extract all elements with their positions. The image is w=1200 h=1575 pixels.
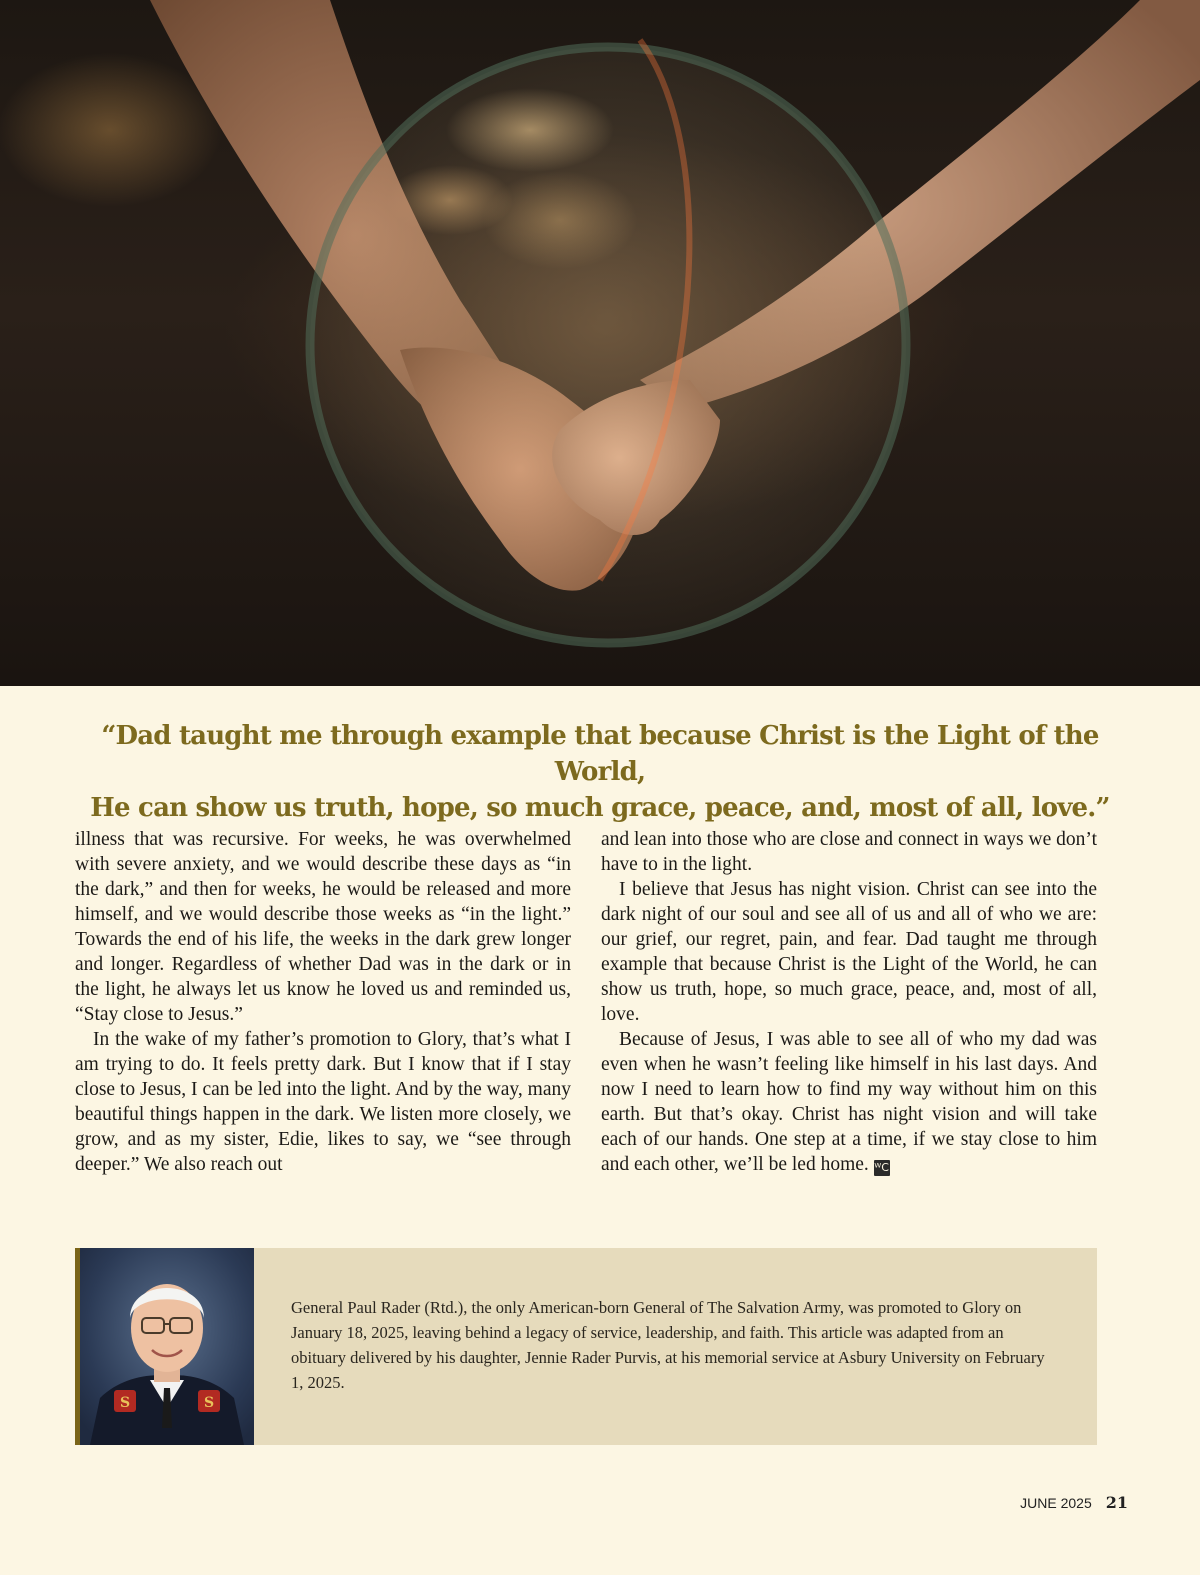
paragraph [601, 1027, 1097, 1177]
end-mark-icon: ᵂC [874, 1161, 889, 1174]
pull-quote [60, 718, 1140, 826]
page-number: 21 [1105, 1493, 1128, 1512]
svg-text:S: S [203, 1395, 215, 1411]
svg-text:S: S [119, 1395, 131, 1411]
author-bio-box [75, 1248, 1097, 1445]
portrait-photo [80, 1248, 254, 1445]
hero-photo [0, 0, 1200, 686]
page-footer [1020, 1493, 1128, 1512]
paragraph: I believe that Jesus has night vision. Christ can see into the dark night of our soul and see all of us and all of who we are: our grief, our regret, pain, and fear. Dad taught me through example that because Christ is the Light of the World, he can show us truth, hope, so much grace, peace, and, most of all, love. [601, 879, 1097, 1025]
paragraph: and lean into those who are close and connect in ways we don’t have to in the light. [601, 829, 1097, 875]
pull-quote-line-2: He can show us truth, hope, so much grace, peace, and, most of all, love.” [90, 793, 1110, 823]
portrait-illustration [80, 1248, 254, 1445]
paragraph: In the wake of my father’s promotion to Glory, that’s what I am trying to do. It feels pretty dark. But I know that if I stay close to Jesus, I can be led into the light. And by the way, many beautiful things happen in the dark. We listen more closely, we grow, and as my sister, Edie, likes to say, we “see through deeper.” We also reach out [75, 1029, 571, 1175]
holding-hands-illustration [0, 0, 1200, 686]
bio-text: General Paul Rader (Rtd.), the only American-born General of The Salvation Army, was promoted to Glory on January 18, 2025, leaving behind a legacy of service, leadership, and faith. This article was adapted from an obituary delivered by his daughter, Jennie Rader Purvis, at his memorial service at Asbury University on February 1, 2025. [291, 1298, 1045, 1392]
article-column-right [601, 827, 1097, 1177]
issue-date: JUNE 2025 [1020, 1495, 1092, 1511]
article-column-left [75, 827, 571, 1177]
pull-quote-line-1: “Dad taught me through example that because Christ is the Light of the World, [101, 721, 1099, 787]
paragraph: illness that was recursive. For weeks, he was overwhelmed with severe anxiety, and we would describe these days as “in the dark,” and then for weeks, he would be released and more himself, and we would describe those weeks as “in the light.” Towards the end of his life, the weeks in the dark grew longer and longer. Regardless of whether Dad was in the dark or in the light, he always let us know he loved us and reminded us, “Stay close to Jesus.” [75, 829, 571, 1025]
paragraph-text: Because of Jesus, I was able to see all of who my dad was even when he wasn’t feeling like himself in his last days. And now I need to learn how to find my way without him on this earth. But that’s okay. Christ has night vision and will take each of our hands. One step at a time, if we stay close to him and each other, we’ll be led home. [601, 1029, 1097, 1175]
